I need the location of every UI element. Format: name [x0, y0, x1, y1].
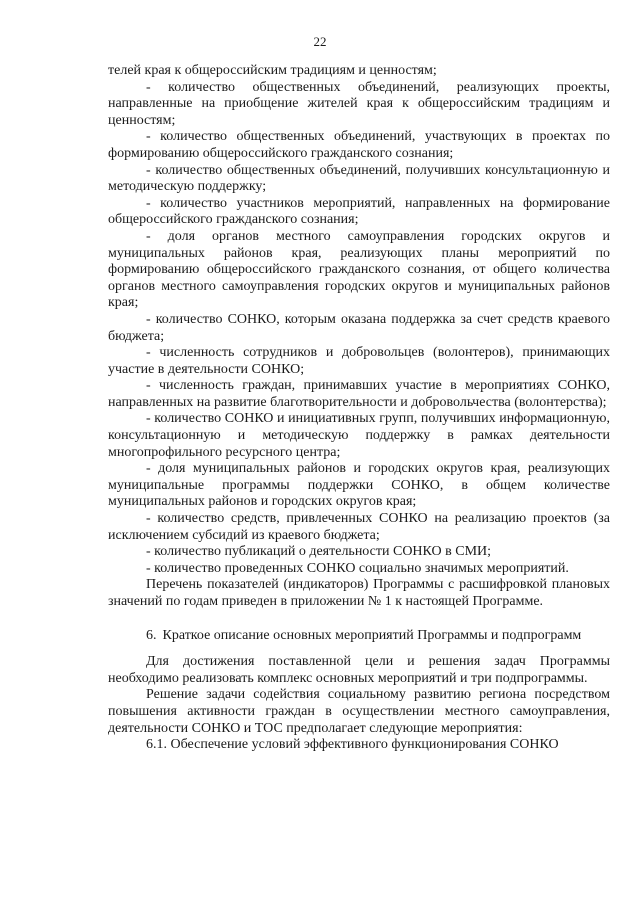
section-title: Краткое описание основных мероприятий Программы и подпрограмм [162, 627, 582, 643]
document-body [108, 63, 610, 754]
list-item: - количество СОНКО и инициативных групп, получивших информационную, консультационную и методическую поддержку в рамках деятельности многопрофильного ресурсного центра; [108, 411, 610, 460]
list-item: - количество общественных объединений, участвующих в проектах по формированию общероссийского гражданского сознания; [108, 129, 610, 161]
paragraph: телей края к общероссийским традициям и ценностям; [108, 63, 437, 78]
paragraph: Для достижения поставленной цели и решения задач Программы необходимо реализовать комплекс основных мероприятий и три подпрограммы. [108, 654, 610, 686]
list-item: - количество средств, привлеченных СОНКО на реализацию проектов (за исключением субсидий из краевого бюджета; [108, 511, 610, 543]
subsection-heading: 6.1. Обеспечение условий эффективного функционирования СОНКО [146, 737, 559, 753]
page-number: 22 [313, 34, 327, 49]
list-item: - доля органов местного самоуправления городских округов и муниципальных районов края, реализующих планы мероприятий по формированию общероссийского гражданского сознания, от общего количества органов местного самоуправления городских округов и муниципальных районов края; [108, 228, 610, 311]
list-item: - количество публикаций о деятельности СОНКО в СМИ; [146, 544, 492, 560]
list-item: - доля муниципальных районов и городских округов края, реализующих муниципальные программы поддержки СОНКО, в общем количестве муниципальных районов и городских округов края; [108, 461, 610, 510]
list-item: - количество проведенных СОНКО социально значимых мероприятий. [146, 560, 569, 576]
list-item: - количество СОНКО, которым оказана поддержка за счет средств краевого бюджета; [108, 311, 610, 344]
list-item: - количество общественных объединений, реализующих проекты, направленные на приобщение жителей края к общероссийским традициям и ценностям; [108, 79, 610, 128]
list-item: - численность граждан, принимавших участие в мероприятиях СОНКО, направленных на развитие благотворительности и добровольчества (волонтерства); [108, 378, 610, 410]
list-item: - численность сотрудников и добровольцев (волонтеров), принимающих участие в деятельности СОНКО; [108, 345, 610, 377]
section-heading [108, 628, 610, 645]
paragraph: Перечень показателей (индикаторов) Программы с расшифровкой плановых значений по годам приведен в приложении № 1 к настоящей Программе. [108, 577, 610, 609]
paragraph: Решение задачи содействия социальному развитию региона посредством повышения активности граждан в осуществлении местного самоуправления, деятельности СОНКО и ТОС предполагает следующие мероприятия: [108, 687, 610, 736]
list-item: - количество участников мероприятий, направленных на формирование общероссийского гражданского сознания; [108, 195, 610, 228]
list-item: - количество общественных объединений, получивших консультационную и методическую поддержку; [108, 162, 610, 195]
section-number: 6. [146, 627, 157, 643]
